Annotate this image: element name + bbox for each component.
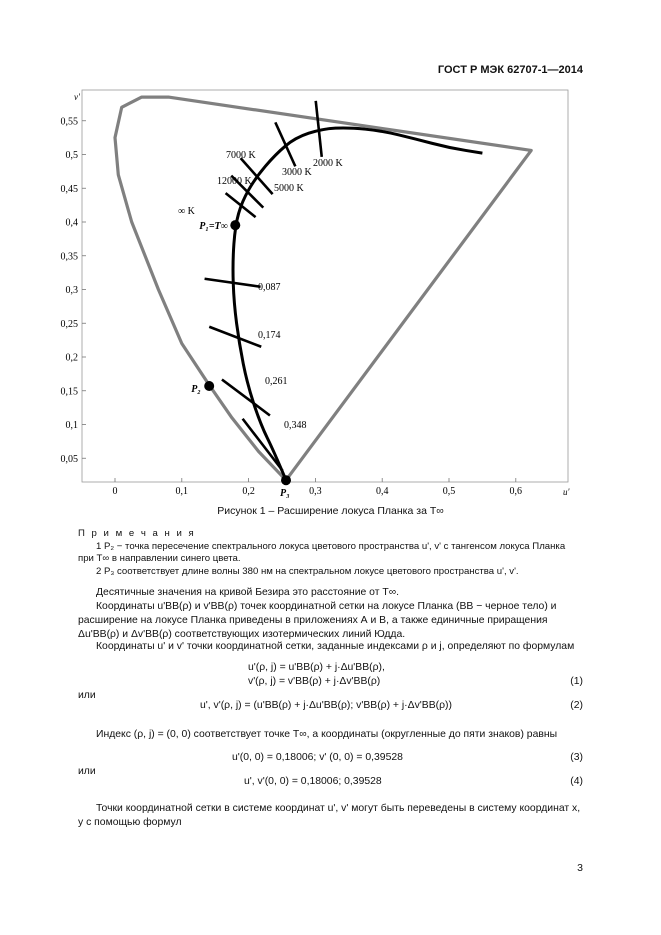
x-tick-label: 0,5 <box>442 486 456 497</box>
document-header: ГОСТ Р МЭК 62707-1—2014 <box>437 64 583 76</box>
equation-1a: u'(ρ, j) = u'BB(ρ) + j·Δu'BB(ρ), <box>248 662 385 673</box>
y-tick-label: 0,55 <box>60 116 78 128</box>
y-axis-label: v' <box>74 92 80 102</box>
note-1: 1 P₂ − точка пересечение спектрального локуса цветового пространства u', v' с тангенсом локуса Планка при T∞ в направлении синего цвета. <box>78 540 566 564</box>
point-marker <box>230 220 240 230</box>
y-tick-label: 0,05 <box>60 453 78 465</box>
y-tick-label: 0,3 <box>65 285 78 296</box>
y-tick-label: 0,35 <box>60 251 78 263</box>
x-tick-label: 0 <box>112 486 118 497</box>
y-tick-label: 0,15 <box>60 386 78 398</box>
figure-caption: Рисунок 1 – Расширение локуса Планка за T∞ <box>217 505 444 517</box>
y-tick-label: 0,5 <box>65 150 78 161</box>
isotherm-label: 2000 K <box>313 158 343 169</box>
point-marker <box>204 381 214 391</box>
x-tick-label: 0,3 <box>309 486 322 497</box>
paragraph-3: Координаты u' и v' точки координатной сетки, заданные индексами ρ и j, определяют по формулам <box>96 641 575 652</box>
point-label: P₂ <box>191 384 201 396</box>
equation-1-number: (1) <box>570 676 583 687</box>
isotherm-label: 7000 K <box>226 150 256 161</box>
y-tick-label: 0,1 <box>65 420 78 431</box>
isotherm-label: 0,174 <box>258 330 281 341</box>
notes-title: П р и м е ч а н и я <box>78 528 196 539</box>
x-tick-label: 0,2 <box>242 486 255 497</box>
equation-3-number: (3) <box>570 752 583 763</box>
isotherm-line <box>209 327 261 347</box>
point-marker <box>281 475 291 485</box>
isotherm-label: 0,087 <box>258 282 281 293</box>
equation-2-number: (2) <box>570 700 583 711</box>
y-tick-label: 0,45 <box>60 183 78 195</box>
note-2: 2 P₃ соответствует длине волны 380 нм на спектральном локусе цветового пространства u', v'. <box>96 565 519 577</box>
y-tick-label: 0,25 <box>60 318 78 330</box>
x-tick-label: 0,4 <box>375 486 389 497</box>
equation-2: u', v'(ρ, j) = (u'BB(ρ) + j·Δu'BB(ρ); v'BB(ρ) + j·Δv'BB(ρ)) <box>200 700 452 711</box>
spectral-locus <box>115 97 531 480</box>
point-label: P₁=T∞ <box>199 221 228 233</box>
infinity-label: ∞ K <box>178 206 195 217</box>
equation-4-number: (4) <box>570 776 583 787</box>
isotherm-label: 5000 K <box>274 183 304 194</box>
paragraph-4: Индекс (ρ, j) = (0, 0) соответствует точке T∞, а координаты (округленные до пяти знаков) равны <box>96 729 558 740</box>
y-tick-label: 0,4 <box>65 217 78 229</box>
y-tick-label: 0,2 <box>65 352 78 364</box>
equation-4: u', v'(0, 0) = 0,18006; 0,39528 <box>244 776 382 787</box>
isotherm-line <box>275 122 295 166</box>
x-tick-label: 0,1 <box>175 486 189 497</box>
notes <box>78 528 583 578</box>
equation-1b: v'(ρ, j) = v'BB(ρ) + j·Δv'BB(ρ) <box>248 676 381 687</box>
equation-3: u'(0, 0) = 0,18006; v' (0, 0) = 0,39528 <box>232 752 403 763</box>
x-axis-label: u' <box>563 487 570 497</box>
paragraph-5: Точки координатной сетки в системе координат u', v' могут быть переведены в систему координат x, y с помощью формул <box>78 803 581 828</box>
x-tick-label: 0,6 <box>509 486 523 497</box>
isotherm-label: 0,348 <box>284 420 307 431</box>
isotherm-label: 0,261 <box>265 376 288 387</box>
paragraph-1: Десятичные значения на кривой Безира это расстояние от T∞. <box>96 587 399 598</box>
isotherm-label: 12000 K <box>217 176 252 187</box>
or-1: или <box>78 690 96 701</box>
plot-frame <box>82 90 568 482</box>
isotherm-label: 3000 K <box>282 167 312 178</box>
isotherm-line <box>222 380 270 416</box>
or-2: или <box>78 766 96 777</box>
point-label: P₃ <box>280 488 290 500</box>
page-number: 3 <box>577 862 583 874</box>
paragraph-2: Координаты u'BB(ρ) и v'BB(ρ) точек координатной сетки на локусе Планка (BB − черное тело) и расширение на локусе Планка приведены в приложениях А и В, а также единичные приращения Δu'BB(ρ) и Δv'BB(ρ) соответствующих изотермических линий Юдда. <box>78 601 557 640</box>
planck-locus <box>233 128 482 480</box>
